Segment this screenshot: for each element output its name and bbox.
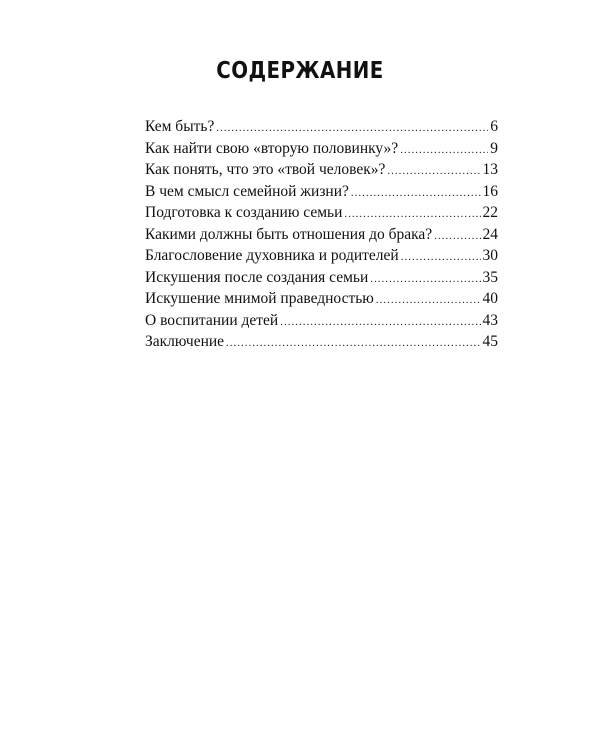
toc-entry-page: 35: [482, 268, 498, 286]
toc-entry-title: Искушения после создания семьи: [145, 268, 369, 286]
toc-entry: [145, 288, 498, 310]
toc-entry-page: 22: [482, 204, 498, 221]
dot-leader: [226, 333, 480, 355]
toc-entry-page: 9: [490, 139, 498, 157]
dot-leader: [376, 290, 481, 312]
toc-entry-page: 43: [482, 311, 498, 329]
toc-entry-title: Какими должны быть отношения до брака?: [145, 225, 433, 243]
dot-leader: [370, 269, 480, 291]
page-title: СОДЕРЖАНИЕ: [216, 58, 384, 84]
toc-entry-page: 24: [482, 225, 498, 243]
toc-entry-title: Подготовка к созданию семьи: [145, 204, 343, 221]
toc-entry-title: Как найти свою «вторую половинку»?: [145, 139, 399, 157]
toc-entry: [145, 138, 498, 160]
toc-entry-title: О воспитании детей: [145, 311, 279, 329]
toc-entry: [145, 245, 498, 267]
toc-entry-title: Искушение мнимой праведностью: [145, 290, 374, 307]
toc-entry-page: 45: [482, 333, 498, 350]
toc-entry-title: Благословение духовника и родителей: [145, 247, 399, 264]
dot-leader: [351, 183, 481, 205]
toc-entry: [145, 181, 498, 203]
dot-leader: [400, 140, 488, 162]
toc-entry-page: 16: [482, 182, 498, 200]
toc-entry: [145, 116, 498, 138]
dot-leader: [280, 312, 480, 334]
toc-entry-title: Кем быть?: [145, 118, 215, 135]
dot-leader: [344, 204, 480, 226]
toc-entry: [145, 267, 498, 289]
toc-entry: [145, 331, 498, 353]
dot-leader: [401, 247, 481, 269]
toc-entry-title: Заключение: [145, 333, 225, 350]
toc-entry-page: 40: [482, 290, 498, 307]
toc-entry-page: 13: [482, 161, 498, 178]
dot-leader: [387, 161, 480, 183]
toc-entry: [145, 159, 498, 181]
toc-entry-title: В чем смысл семейной жизни?: [145, 182, 349, 200]
dot-leader: [434, 226, 480, 248]
toc-entry-title: Как понять, что это «твой человек»?: [145, 161, 386, 178]
toc-entry-page: 6: [490, 118, 498, 135]
toc-entry-page: 30: [482, 247, 498, 264]
toc-entry: [145, 310, 498, 332]
dot-leader: [216, 118, 488, 140]
toc-entry: [145, 202, 498, 224]
toc-entry: [145, 224, 498, 246]
table-of-contents: [145, 116, 498, 353]
